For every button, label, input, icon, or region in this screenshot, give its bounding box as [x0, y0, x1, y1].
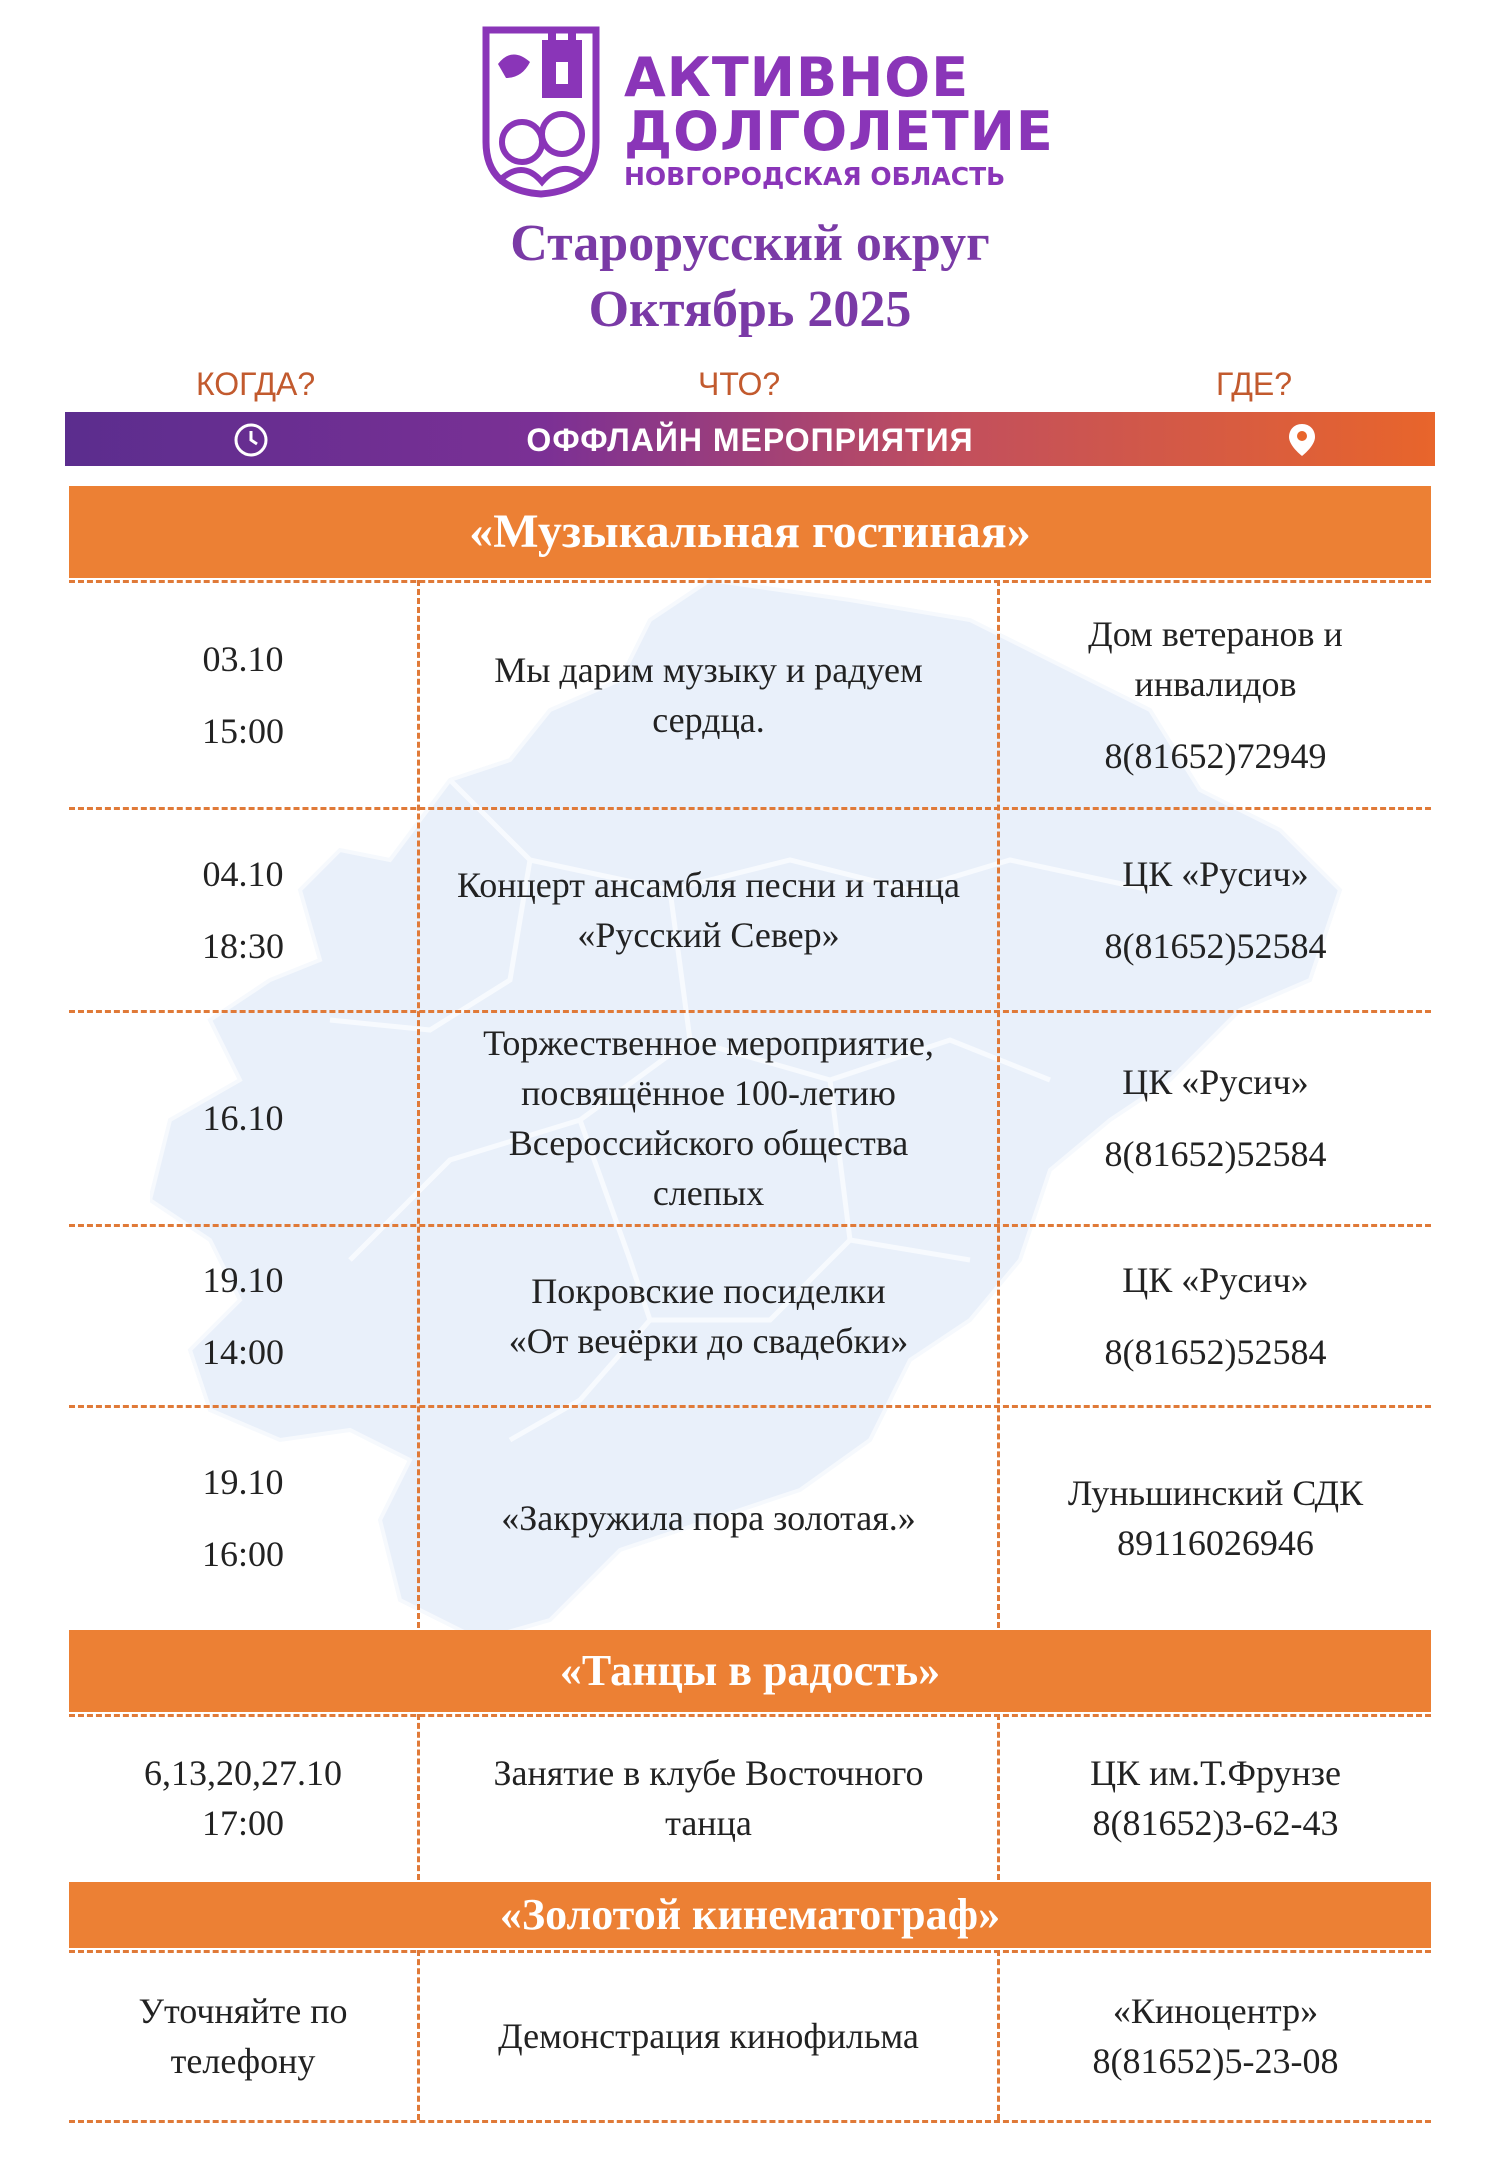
table-row-date: 19.10 14:00: [201, 1259, 284, 1372]
location-pin-icon: [1287, 422, 1317, 458]
table-row-event: Демонстрация кинофильма: [498, 2016, 919, 2056]
logo-title-line2: ДОЛГОЛЕТИЕ: [624, 100, 1054, 163]
logo-emblem-icon: [478, 22, 604, 198]
row-divider: [69, 1714, 1431, 1717]
logo-title-line1: АКТИВНОЕ: [624, 46, 970, 109]
column-header-when: КОГДА?: [196, 366, 316, 402]
table-row-date: 03.10 15:00: [201, 638, 284, 751]
logo: [478, 22, 1054, 198]
table-row-event: Торжественное мероприятие, посвящённое 100-летию Всероссийского общества слепых: [483, 1023, 934, 1213]
row-divider: [69, 1950, 1431, 1953]
column-header-where: ГДЕ?: [1216, 366, 1292, 402]
row-divider: [69, 807, 1431, 810]
table-row-event: Мы дарим музыку и радуем сердца.: [494, 649, 923, 740]
column-divider: [997, 580, 1000, 1628]
table-row-place: ЦК «Русич» 8(81652)52584: [1104, 1259, 1327, 1372]
column-divider: [417, 1950, 420, 2120]
page-subtitle: Октябрь 2025: [588, 281, 912, 338]
column-divider: [417, 1714, 420, 1880]
table-row-date: 04.10 18:30: [201, 853, 284, 966]
table-row-event: Покровские посиделки «От вечёрки до свадебки»: [508, 1270, 909, 1361]
row-divider: [69, 580, 1431, 583]
table-row-place: ЦК «Русич» 8(81652)52584: [1104, 1062, 1327, 1174]
section-title-dances: «Танцы в радость»: [69, 1630, 1431, 1712]
table-row-date: 6,13,20,27.10 17:00: [144, 1753, 342, 1843]
table-row-event: Занятие в клубе Восточного танца: [493, 1753, 924, 1843]
table-row-event: «Закружила пора золотая.»: [501, 1497, 916, 1538]
offline-events-bar: [65, 412, 1435, 466]
table-row-place: Дом ветеранов и инвалидов 8(81652)72949: [1088, 613, 1343, 776]
row-divider: [69, 2120, 1431, 2123]
offline-events-label: ОФФЛАЙН МЕРОПРИЯТИЯ: [526, 422, 974, 458]
row-divider: [69, 1224, 1431, 1227]
column-header-what: ЧТО?: [698, 366, 781, 402]
table-row-date: 16.10: [202, 1098, 284, 1138]
table-row-place: ЦК «Русич» 8(81652)52584: [1104, 853, 1327, 966]
table-row-place: Луньшинский СДК 89116026946: [1067, 1472, 1364, 1563]
logo-subtitle: НОВГОРОДСКАЯ ОБЛАСТЬ: [624, 162, 1006, 191]
page-title: Старорусский округ: [510, 215, 990, 272]
table-row-date: 19.10 16:00: [201, 1461, 284, 1574]
table-row-place: ЦК им.Т.Фрунзе 8(81652)3-62-43: [1090, 1753, 1341, 1843]
column-divider: [417, 580, 420, 1628]
table-row-date: Уточняйте по телефону: [138, 1991, 348, 2081]
row-divider: [69, 1010, 1431, 1013]
table-row-place: «Киноцентр» 8(81652)5-23-08: [1092, 1991, 1339, 2081]
table-row-event: Концерт ансамбля песни и танца «Русский Север»: [457, 864, 960, 955]
section-title-cinema: «Золотой кинематограф»: [69, 1882, 1431, 1948]
column-divider: [997, 1714, 1000, 1880]
column-divider: [997, 1950, 1000, 2120]
row-divider: [69, 1405, 1431, 1408]
section-title-music-lounge: «Музыкальная гостиная»: [69, 486, 1431, 578]
